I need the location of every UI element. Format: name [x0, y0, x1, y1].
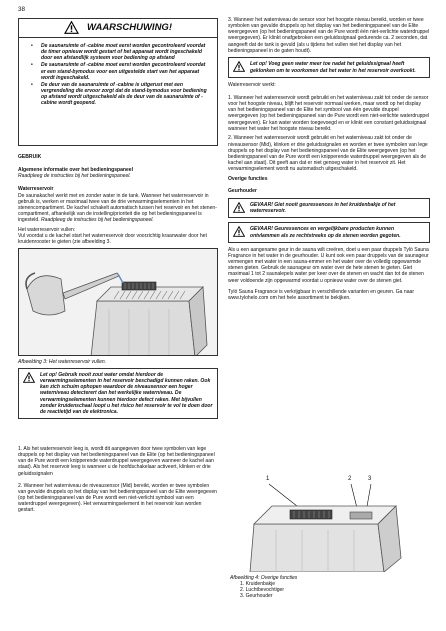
warning-triangle-icon	[23, 372, 35, 383]
figure-4	[246, 472, 406, 572]
danger-note-1: GEVAAR! Giet nooit geuressences in het kruidenbakje of het waterreservoir.	[228, 198, 430, 218]
parts-item: 3. Geurhouder	[240, 593, 273, 600]
scent-text-2: Tylö Sauna Fragrance is verkrijgbaar in verschillende varianten en geuren. Ga naar www.tylohelo.com om het hele assortiment te bekijken.	[228, 288, 414, 301]
figure-4-label: 3	[368, 476, 372, 482]
functions-heading: Overige functies	[228, 175, 268, 182]
scent-heading: Geurhouder	[228, 187, 257, 194]
consumption-2: 2. Wanneer het waterreservoir wordt gebruikt en het waterniveau zakt tot onder de niveausensor (Mid), klinken er drie geluidssignalen en worden er twee symbolen van lege druppels op het display van het bedieningspaneel van de Elite weergegeven (op het bedieningspaneel van de Pure wordt een knipperende waterdruppel weergegeven als de kachel aan staat). Dit geeft aan dat er niet genoeg water in het reservoir zit. Het verwarmingselement wordt nu automatisch uitgeschakeld.	[228, 135, 428, 173]
warning-title: WAARSCHUWING!	[87, 21, 172, 33]
step-3: 3. Wanneer het waterniveau de sensor voor het hoogste niveau bereikt, worden er twee symbolen van gevulde druppels op het display van het bedieningspaneel van de Elite weergegeven (op het bedieningspaneel van de Pure wordt één niet-verlichte waterdruppel weergegeven). Er klinkt onafgebroken een geluidssignaal gedurende ca. 2 seconden, dat aangeeft dat de tank is gevuld (als u tijdens het vullen niet het display van het bedieningspaneel in de gaten houdt).	[228, 17, 430, 54]
warning-item: • De saunaruimte of -cabine moet eerst worden gecontroleerd voordat de timer opnieuw wordt gestart of het apparaat wordt ingeschakeld door een afstandlijk systeem voor bediening op afstand	[31, 43, 209, 61]
figure-4-parts-list	[240, 581, 284, 599]
note-no-more-water: Let op! Voeg geen water meer toe nadat het geluidssignaal heeft geklonken om te voorkomen dat het water in het reservoir overkookt.	[228, 57, 430, 77]
warning-triangle-icon	[233, 61, 245, 72]
consumption-1: 1. Wanneer het waterreservoir wordt gebruikt en het waterniveau zakt tot onder de sensor voor het hoogste niveau, blijft het reservoir normaal werken, maar wordt op het display van het bedieningspaneel van de Elite het symbool van één gevulde druppel weergegeven (op het bedieningspaneel van de Pure wordt een niet-verlichte waterdruppel weergegeven). Er kan water worden toegevoegd en er klinkt een constant geluidssignaal wanneer het water het hoogste niveau bereikt.	[228, 94, 430, 132]
heater-parts-illustration	[246, 472, 406, 572]
page-number: 38	[18, 6, 26, 13]
parts-item: 2. Luchtbevochtiger	[240, 587, 285, 594]
general-text: Raadpleeg de instructies bij het bedieningspaneel.	[18, 173, 131, 180]
section-title: GEBRUIK	[18, 154, 42, 160]
step-2: 2. Wanneer het waterniveau de niveausensor (Mid) bereikt, worden er twee symbolen van gevulde druppels op het display van het bedieningspaneel van de Elite weergegeven (op het bedieningspaneel van de Pure wordt een niet-verlicht symbool van een waterdruppel weergegeven). Het verwarmingselement in het reservoir kan worden gestart.	[18, 482, 217, 514]
warning-triangle-icon	[233, 202, 245, 213]
figure-4-caption: Afbeelding 4: Overige functies	[230, 575, 298, 581]
figure-3	[18, 248, 218, 356]
fill-text: Vul voordat u de kachel start het waterreservoir door voorzichtig kraanwater door het kruidenrooster te gieten (zie afbeelding 3.	[18, 233, 207, 246]
parts-item: 1. Kruidenbakje	[240, 581, 276, 587]
reservoir-heading: Waterreservoir	[18, 186, 54, 193]
steps-left	[18, 446, 218, 517]
heater-watering-can-illustration	[19, 249, 218, 356]
warning-item: • De deur van de saunaruimte of -cabine is uitgerust met een vergrendeling die ervoor zorgt dat de stand-bymodus voor bediening op afstand wordt uitgeschakeld als de deur van de saunaruimte of -cabine wordt geopend.	[31, 82, 209, 107]
general-heading: Algemene informatie over het bedieningspaneel	[18, 167, 133, 174]
warning-list	[19, 38, 217, 112]
gebruik-section	[18, 154, 218, 249]
reservoir-text: De saunakachel werkt met en zonder water in de tank. Wanneer het waterreservoir in gebruik is, werken er maximaal twee van de drie verwarmingselementen in het stenencompartiment. De kachel schakelt automatisch tussen het reservoir en het stenencompartiment, afhankelijk van de instelling/prioriteit die op het bedieningspaneel is ingesteld. Raadpleeg de instructies bij het bedieningspaneel.	[18, 192, 217, 224]
consumption-heading: Waterreservoir werkt:	[228, 81, 276, 88]
warning-triangle-icon	[233, 226, 245, 237]
scent-text: Als u een aangename geur in de sauna wilt creëren, doet u een paar druppels Tylö Sauna Fragrance in het water in de geurhouder. U kunt ook een paar druppels van de saunageur vermengen met water in een sauna-emmer en het water over de volledig opgewarmde stenen gieten. Gebruik de saunageur om water over de hete stenen te gieten. Giet maximaal 1 tot 2 saunalepels water per keer over de stenen en wacht dan tot de stenen weer voldoende zijn opgewarmd voordat u opnieuw water over de stenen giet.	[228, 246, 429, 284]
warning-box	[18, 18, 218, 146]
warning-header	[19, 19, 217, 38]
figure-3-caption: Afbeelding 3: Het waterreservoir vullen.	[18, 359, 107, 365]
step-1: 1. Als het waterreservoir leeg is, wordt dit aangegeven door twee symbolen van lege druppels op het display van het bedieningspaneel van de Elite (op het bedieningspaneel van de Pure wordt een knipperende waterdruppel weergegeven wanneer de kachel aan staat). Als het reservoir leeg is wanneer u de hoofdschakelaar activeert, klinken er drie geluidssignalen	[18, 446, 215, 477]
figure-4-label: 1	[266, 476, 270, 482]
warning-item: • De saunaruimte of -cabine moet eerst worden gecontroleerd voordat er een stand-bymodus voor een uitgestelde start van het apparaat wordt ingeschakeld.	[31, 62, 209, 80]
fill-heading: Het waterreservoir vullen:	[18, 226, 76, 233]
figure-4-label: 2	[348, 476, 352, 482]
danger-note-2: GEVAAR! Geuressences en vergelijkbare producten kunnen ontvlammen als ze rechtstreeks op de stenen worden gegoten.	[228, 222, 430, 242]
note-salt-water: Let op! Gebruik nooit zout water omdat hierdoor de verwarmingselementen in het reservoir beschadigd kunnen raken. Ook kan zich schuim ophopen waardoor de niveausensor een hoger waterniveau detecterert dan het werkelijke waterniveau. De verwarmingselementen kunnen hierdoor defect raken. Met bijvullen zonder kruidenschaal loopt u het risico het reservoir te vol te doen door de reactietijd van de elektronica.	[18, 368, 218, 419]
warning-triangle-icon	[64, 21, 79, 34]
